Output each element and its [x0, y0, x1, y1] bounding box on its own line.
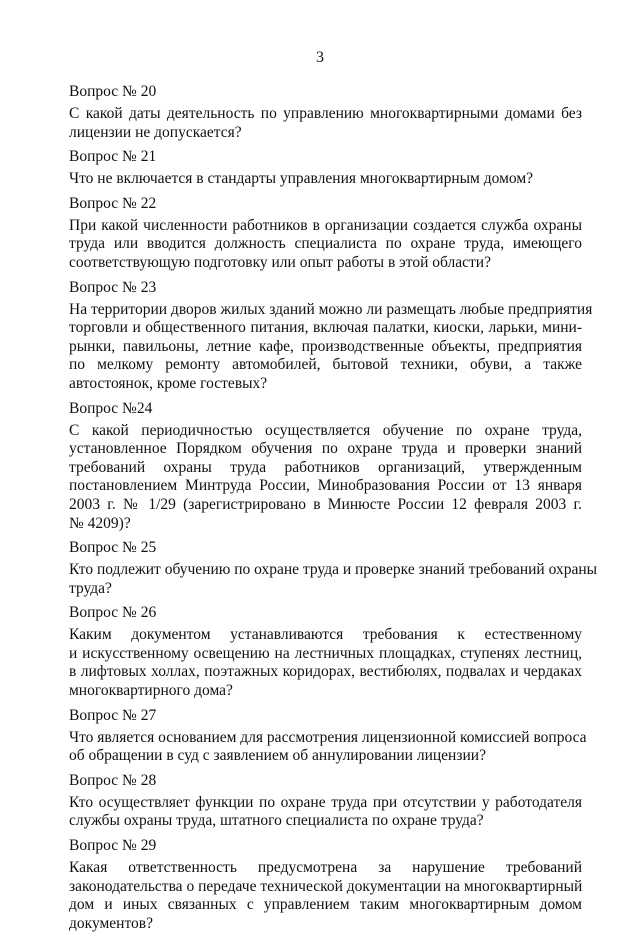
- question-block: [69, 771, 582, 831]
- question-text: [69, 217, 582, 273]
- question-text-line: по мелкому ремонту автомобилей, бытовой техники, обуви, а также: [69, 356, 582, 374]
- question-title: Вопрос № 29: [69, 837, 157, 855]
- question-block: [69, 538, 598, 598]
- question-text: [69, 794, 582, 831]
- question-block: [69, 836, 582, 933]
- question-text-line: дом и иных связанных с управлением таким многоквартирным домом: [69, 896, 582, 914]
- question-title: Вопрос № 20: [69, 83, 157, 100]
- question-text-line: службы охраны труда, штатного специалиста по охране труда?: [69, 812, 484, 830]
- question-text: [69, 170, 582, 189]
- question-text-line: автостоянок, кроме гостевых?: [69, 374, 268, 392]
- question-text-line: труда или вводится должность специалиста по охране труда, имеющего: [69, 235, 582, 253]
- question-text-line: Кто подлежит обучению по охране труда и проверке знаний требований охраны: [69, 561, 598, 579]
- question-title: Вопрос № 26: [69, 604, 157, 622]
- question-text: [69, 561, 598, 598]
- question-text-line: Каким документом устанавливаются требования к естественному: [69, 626, 582, 644]
- question-block: [69, 278, 593, 394]
- question-text-line: требований охраны труда работников организаций, утвержденным: [69, 458, 582, 476]
- question-text-line: Что не включается в стандарты управления многоквартирным домом?: [69, 170, 534, 188]
- question-list: [69, 82, 598, 938]
- question-title: Вопрос № 21: [69, 148, 157, 166]
- question-text-line: На территории дворов жилых зданий можно ли размещать любые предприятия: [69, 300, 593, 318]
- question-title: Вопрос № 27: [69, 706, 157, 724]
- question-text-line: документов?: [69, 914, 153, 932]
- question-text-line: лицензии не допускается?: [69, 123, 242, 141]
- question-text-line: С какой даты деятельность по управлению многоквартирными домами без: [69, 105, 582, 122]
- question-text-line: Что является основанием для рассмотрения лицензионной комиссией вопроса: [69, 728, 587, 746]
- question-text-line: законодательства о передаче технической документации на многоквартирный: [69, 877, 583, 895]
- question-text: [69, 728, 587, 766]
- question-text: [69, 105, 582, 142]
- question-text-line: 2003 г. № 1/29 (зарегистрировано в Минюсте России 12 февраля 2003 г.: [69, 495, 582, 513]
- question-text-line: в лифтовых холлах, поэтажных коридорах, вестибюлях, подвалах и чердаках: [69, 663, 582, 681]
- question-text: [69, 626, 582, 700]
- question-text: [69, 859, 582, 933]
- question-block: [69, 82, 582, 142]
- question-text-line: При какой численности работников в организации создается служба охраны: [69, 216, 582, 234]
- question-text: [69, 422, 582, 534]
- question-title: Вопрос № 25: [69, 539, 157, 557]
- question-text-line: № 4209)?: [69, 514, 131, 532]
- question-text-line: труда?: [69, 579, 112, 597]
- question-text-line: Кто осуществляет функции по охране труда при отсутствии у работодателя: [69, 793, 582, 811]
- question-block: [69, 194, 582, 273]
- question-block: [69, 603, 582, 700]
- question-text-line: торговли и общественного питания, включая палатки, киоски, ларьки, мини-: [69, 319, 582, 337]
- question-text: [69, 300, 593, 394]
- question-text-line: многоквартирного дома?: [69, 682, 233, 700]
- page-number: 3: [316, 49, 324, 66]
- question-block: [69, 147, 582, 189]
- question-title: Вопрос № 23: [69, 278, 157, 296]
- question-text-line: установленное Порядком обучения по охране труда и проверки знаний: [69, 440, 582, 458]
- question-text-line: Какая ответственность предусмотрена за нарушение требований: [69, 859, 582, 877]
- question-text-line: постановлением Минтруда России, Минобразования России от 13 января: [69, 477, 582, 495]
- question-text-line: об обращении в суд с заявлением об аннулировании лицензии?: [69, 747, 486, 765]
- question-title: Вопрос № 22: [69, 194, 157, 212]
- question-text-line: и искусственному освещению на лестничных площадках, ступенях лестниц,: [69, 644, 582, 662]
- question-text-line: С какой периодичностью осуществляется обучение по охране труда,: [69, 421, 582, 439]
- question-block: [69, 706, 587, 766]
- question-block: [69, 399, 582, 534]
- question-title: Вопрос №24: [69, 399, 153, 417]
- question-title: Вопрос № 28: [69, 771, 157, 789]
- question-text-line: рынки, павильоны, летние кафе, производственные объекты, предприятия: [69, 337, 582, 355]
- question-text-line: соответствующую подготовку или опыт работы в этой области?: [69, 253, 491, 271]
